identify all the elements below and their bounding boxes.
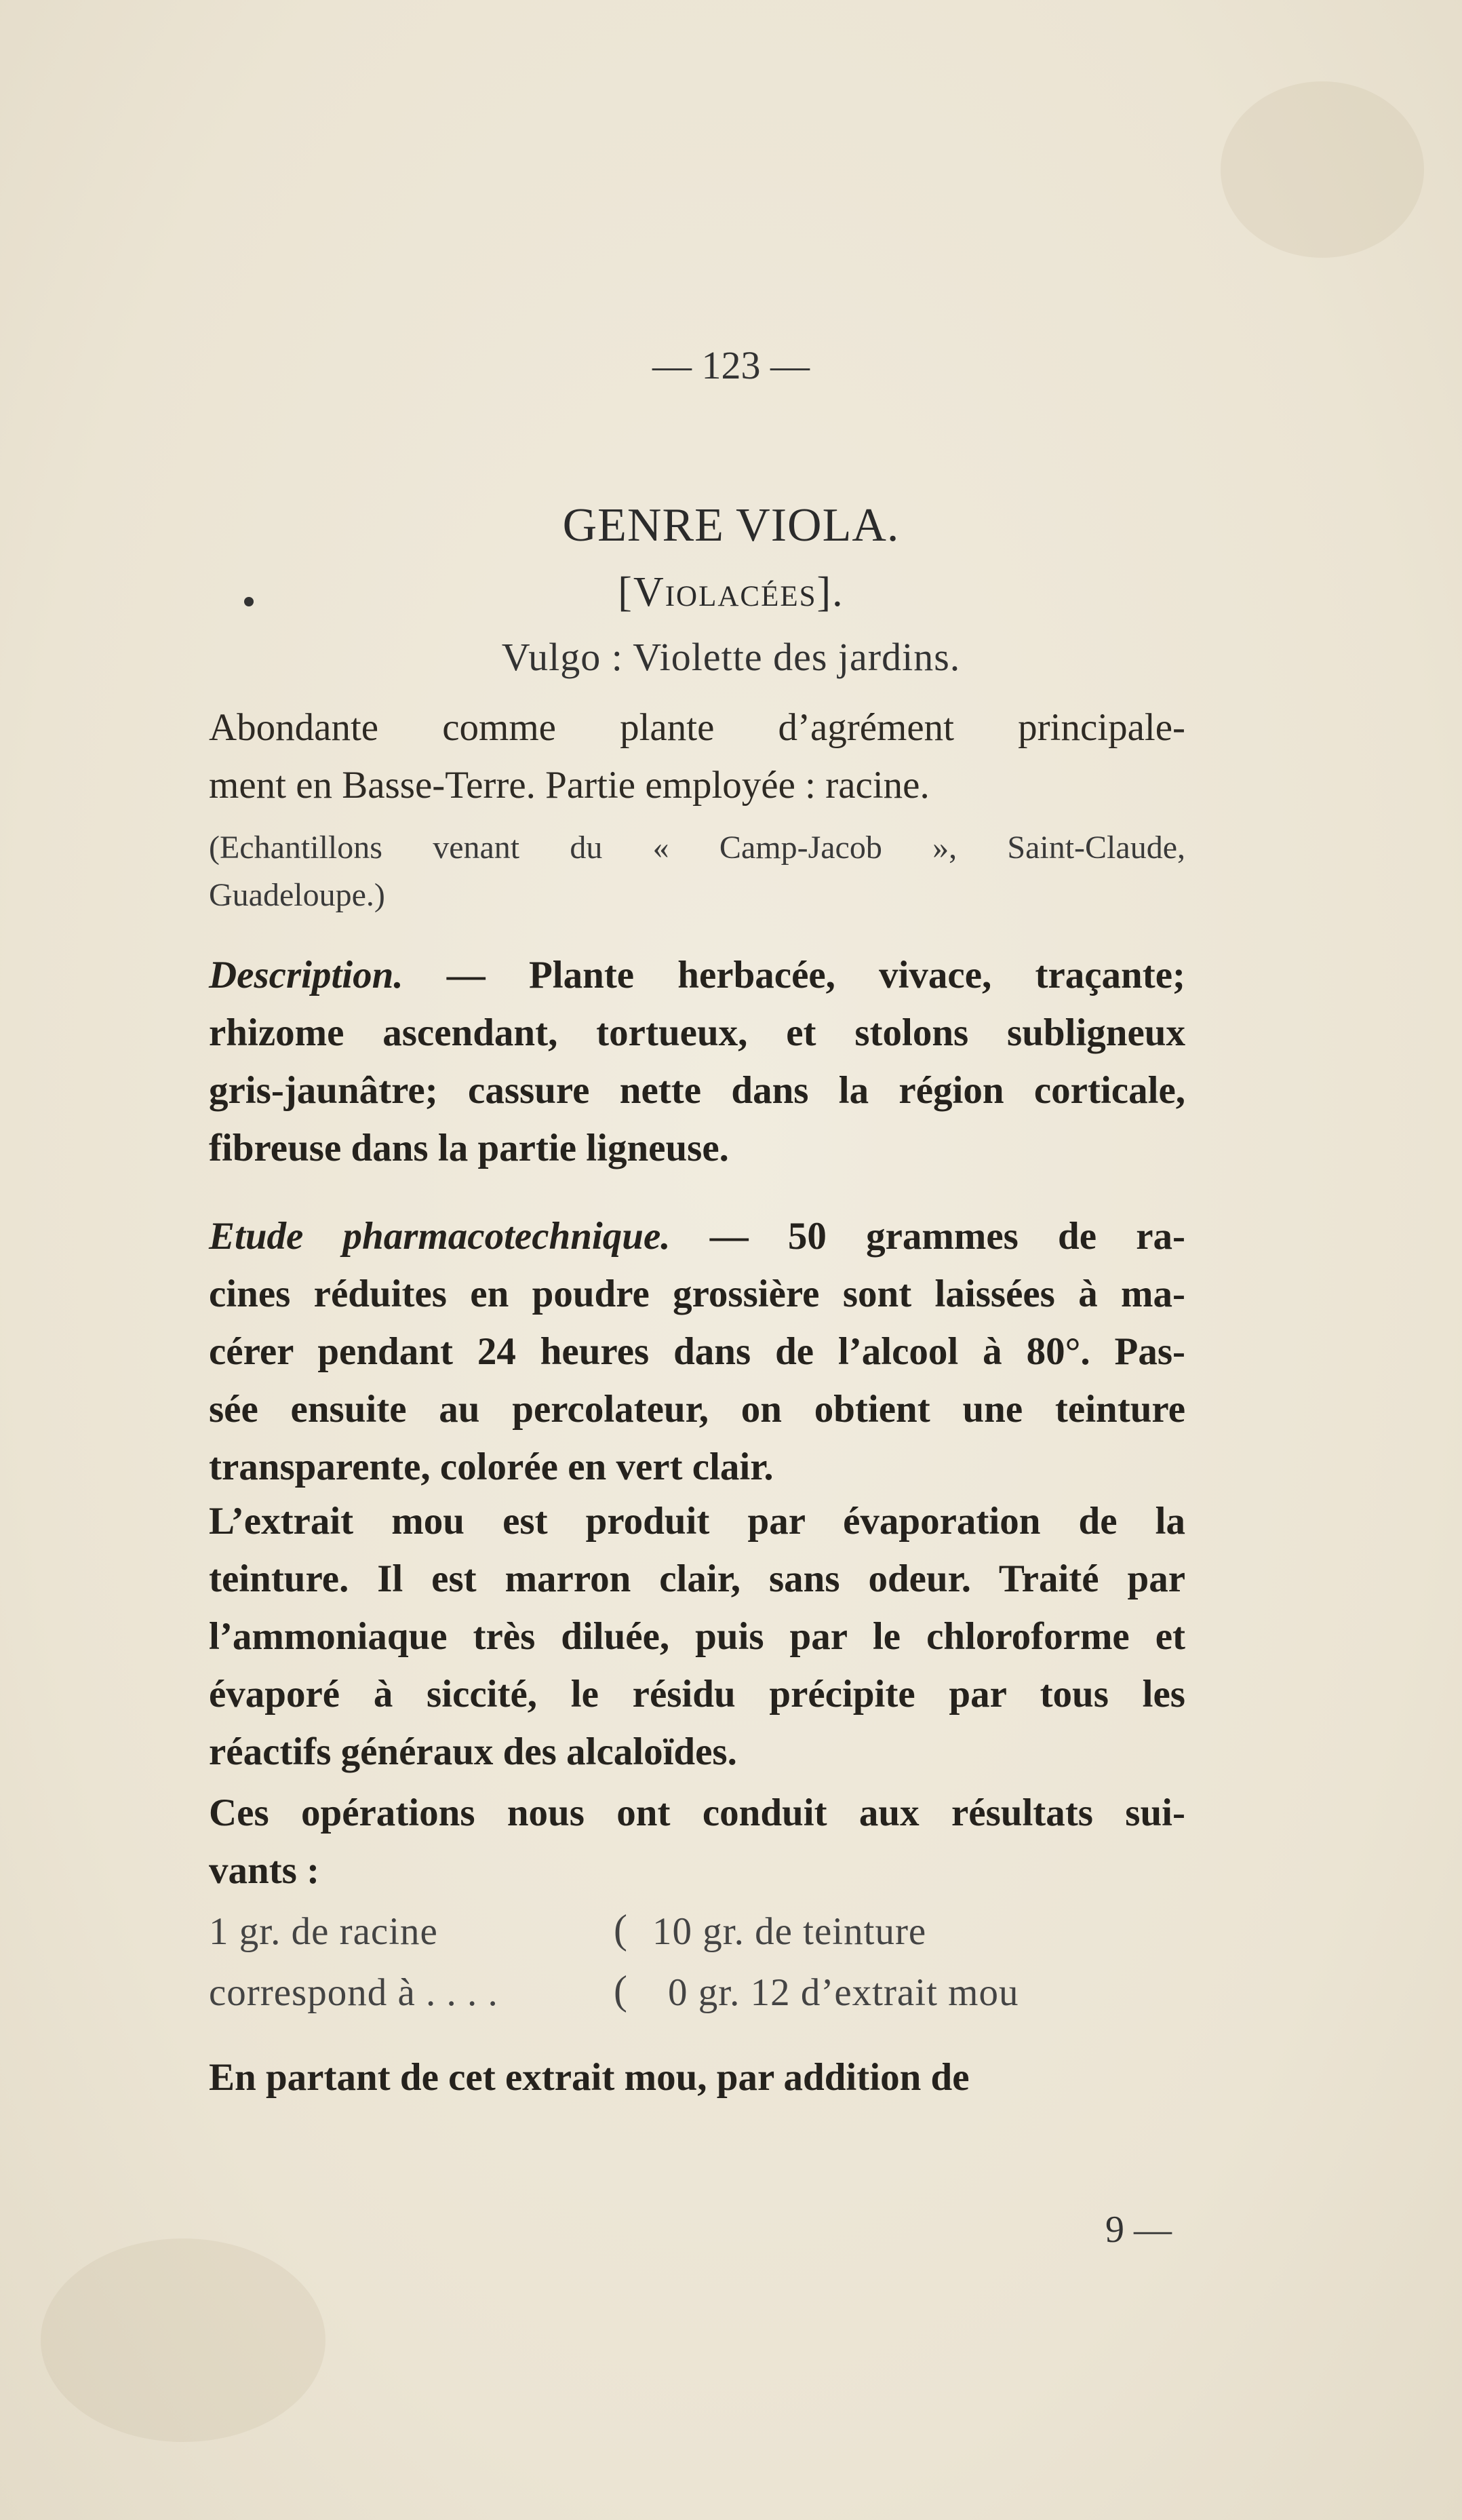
samples-line-1: (Echantillons venant du « Camp-Jacob », Saint-Claude, <box>209 830 1185 866</box>
operations-line-1: Ces opérations nous ont conduit aux résultats sui- <box>209 1791 1185 1834</box>
samples-line-2: Guadeloupe.) <box>209 877 385 913</box>
etude-line-4: sée ensuite au percolateur, on obtient une teinture <box>209 1388 1185 1431</box>
description-line-2: rhizome ascendant, tortueux, et stolons subligneux <box>209 1011 1185 1054</box>
signature-mark: 9 — <box>1105 2209 1172 2251</box>
etude-line-5: transparente, colorée en vert clair. <box>209 1446 774 1488</box>
correspondence-right-2: 0 gr. 12 d’extrait mou <box>668 1971 1019 2014</box>
genus-title: GENRE VIOLA. <box>562 499 900 551</box>
description-line-1 <box>209 946 1185 1004</box>
extrait-line-2: teinture. Il est marron clair, sans odeur. Traité par <box>209 1557 1185 1600</box>
etude-line-3: cérer pendant 24 heures dans de l’alcool à 80°. Pas- <box>209 1330 1185 1373</box>
description-text: — Plante herbacée, vivace, traçante; <box>446 954 1186 996</box>
vulgar-name: Vulgo : Violette des jardins. <box>501 635 961 679</box>
etude-line-1 <box>209 1207 1185 1265</box>
correspondence-left-1: 1 gr. de racine <box>209 1910 438 1953</box>
etude-line-2: cines réduites en poudre grossière sont laissées à ma- <box>209 1273 1185 1315</box>
operations-line-2: vants : <box>209 1849 320 1892</box>
etude-text: — 50 grammes de ra- <box>709 1215 1186 1258</box>
description-label: Description. <box>209 954 403 996</box>
family-label: [Violacées]. <box>618 569 844 615</box>
description-line-3: gris-jaunâtre; cassure nette dans la région corticale, <box>209 1069 1185 1112</box>
description-line-4: fibreuse dans la partie ligneuse. <box>209 1127 729 1169</box>
extrait-line-4: évaporé à siccité, le résidu précipite par tous les <box>209 1673 1185 1715</box>
extrait-line-5: réactifs généraux des alcaloïdes. <box>209 1730 737 1773</box>
page-number: — 123 — <box>652 343 810 387</box>
extrait-line-1: L’extrait mou est produit par évaporation de la <box>209 1500 1185 1543</box>
family-name <box>0 568 1462 617</box>
paper-stain <box>41 2238 325 2442</box>
intro-line-1: Abondante comme plante d’agrément principale- <box>209 706 1185 749</box>
brace-bottom: ( <box>614 1968 627 2013</box>
extrait-line-3: l’ammoniaque très diluée, puis par le chloroforme et <box>209 1615 1185 1658</box>
brace-top: ( <box>614 1907 627 1952</box>
etude-label: Etude pharmacotechnique. <box>209 1215 671 1258</box>
paper-stain <box>1221 81 1424 258</box>
closing-line: En partant de cet extrait mou, par addition de <box>209 2056 970 2099</box>
intro-line-2: ment en Basse-Terre. Partie employée : racine. <box>209 764 930 807</box>
correspondence-right-1: 10 gr. de teinture <box>652 1910 927 1953</box>
correspondence-left-2: correspond à . . . . <box>209 1971 498 2014</box>
